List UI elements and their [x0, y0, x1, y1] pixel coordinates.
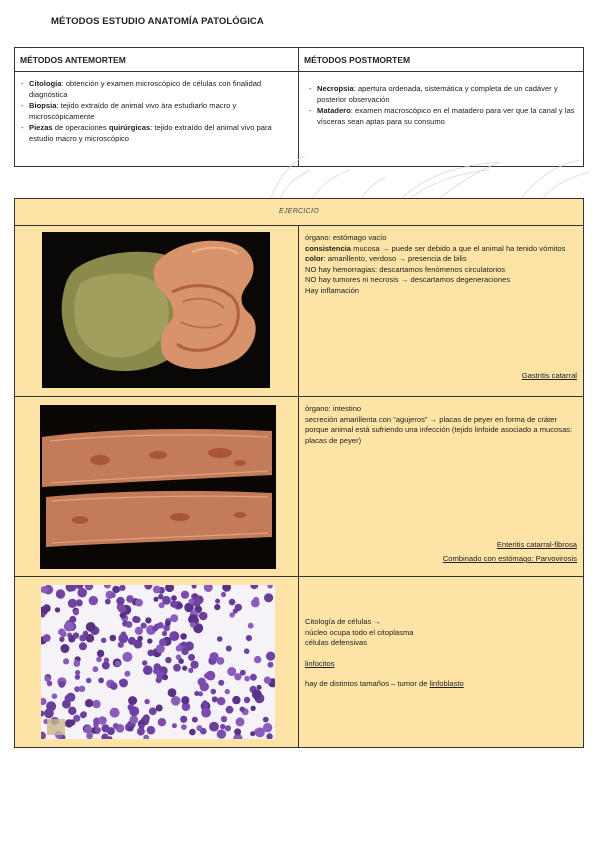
stained-cell	[162, 674, 168, 680]
stained-cell	[201, 708, 211, 718]
description-line	[305, 244, 577, 255]
stained-cell	[115, 661, 120, 666]
stained-cell	[73, 609, 79, 615]
stained-cell	[77, 588, 87, 598]
stained-cell	[171, 696, 181, 706]
stained-cell	[177, 603, 183, 609]
description-line	[305, 659, 577, 670]
decorative-leaf-sketch	[250, 140, 600, 205]
stained-cell	[221, 716, 227, 722]
stained-cell	[128, 696, 137, 705]
stained-cell	[234, 673, 241, 680]
stained-cell	[180, 716, 187, 723]
definition-text: : examen macroscópico en el matadero para ver que la canal y las vísceras sean aptas para su consumo	[317, 106, 575, 126]
postmortem-heading: MÉTODOS POSTMORTEM	[299, 48, 583, 72]
stained-cell	[119, 679, 128, 688]
stained-cell	[60, 644, 69, 653]
stained-cell	[181, 696, 189, 704]
stained-cell	[93, 666, 99, 672]
description-cell	[299, 397, 583, 576]
stained-cell	[159, 602, 165, 608]
stained-cell	[244, 697, 250, 703]
stained-cell	[85, 699, 93, 707]
stained-cell	[112, 586, 119, 593]
definition-text: : apertura ordenada, sistemática y completa de un cadáver y posterior observación	[317, 84, 558, 104]
stained-cell	[68, 599, 77, 608]
description-line	[305, 679, 577, 690]
stained-cell	[255, 727, 265, 737]
stained-cell	[143, 665, 153, 675]
stained-cell	[52, 693, 58, 699]
stained-cell	[268, 662, 274, 668]
stained-cell	[93, 722, 98, 727]
term-biopsia: Biopsia	[29, 101, 57, 110]
stained-cell	[264, 593, 273, 602]
stained-cell	[158, 718, 166, 726]
stained-cell	[89, 596, 98, 605]
case-row-intestine	[15, 397, 583, 577]
stained-cell	[252, 690, 262, 700]
list-item	[29, 79, 292, 100]
stained-cell	[264, 676, 271, 683]
bold-term: color	[305, 254, 324, 263]
stained-cell	[165, 657, 171, 663]
stained-cell	[170, 601, 177, 608]
stained-cell	[76, 599, 83, 606]
stained-cell	[92, 700, 100, 708]
stained-cell	[188, 668, 193, 673]
stained-cell	[199, 612, 208, 621]
stained-cell	[75, 674, 80, 679]
description-line: Citología de células →	[305, 617, 381, 626]
stained-cell	[43, 634, 51, 642]
definition-text: : tejido extraído de animal vivo àra estudiarlo macro y microscópicamente	[29, 101, 237, 121]
stained-cell	[221, 592, 226, 597]
term-matadero: Matadero	[317, 106, 351, 115]
description-line	[305, 254, 577, 265]
antemortem-list	[15, 72, 298, 144]
stained-cell	[43, 604, 51, 612]
stained-cell	[110, 682, 118, 690]
stained-cell	[96, 657, 102, 663]
stained-cell	[79, 686, 85, 692]
description-line: órgano: estómago vacío	[305, 233, 387, 242]
stained-cell	[250, 706, 255, 711]
stained-cell	[178, 658, 184, 664]
stained-cell	[240, 707, 245, 712]
stained-cell	[198, 678, 206, 686]
stained-cell	[134, 616, 141, 623]
stained-cell	[170, 614, 178, 622]
stained-cell	[84, 725, 92, 733]
stained-cell	[95, 727, 101, 733]
stained-cell	[232, 696, 240, 704]
cell-type-label: linfocitos	[305, 658, 335, 668]
tumor-type-label: linfoblasto	[429, 679, 464, 688]
stained-cell	[181, 724, 187, 730]
cytology-photo	[41, 585, 275, 739]
diagnosis-label: Gastritis catarral	[521, 371, 577, 380]
stained-cell	[147, 638, 152, 643]
stained-cell	[212, 696, 218, 702]
stained-cell	[55, 607, 60, 612]
stained-cell	[257, 685, 262, 690]
stained-cell	[135, 627, 143, 635]
stained-cell	[263, 717, 269, 723]
stained-cell	[110, 708, 120, 718]
stained-cell	[118, 642, 124, 648]
stained-cell	[251, 599, 260, 608]
stained-cell	[101, 724, 109, 732]
description-line: NO hay hemorragias: descartamos fenómenos circulatorios	[305, 264, 506, 274]
image-cell	[15, 577, 299, 747]
case-row-cytology	[15, 577, 583, 747]
stained-cell	[153, 586, 161, 594]
stained-cell	[73, 660, 80, 667]
term-piezas: Piezas	[29, 123, 53, 132]
stained-cell	[156, 705, 163, 712]
connector-text: de operaciones	[52, 123, 109, 132]
stained-cell	[60, 631, 66, 637]
stained-cell	[144, 699, 149, 704]
line-text: : amarillento, verdoso → presencia de bilis	[323, 254, 467, 263]
stained-cell	[79, 642, 87, 650]
description-line: órgano: intestino	[305, 404, 362, 413]
description-line: NO hay tumores ni necrosis → descartamos degeneraciones	[305, 275, 511, 284]
term-necropsia: Necropsia	[317, 84, 354, 93]
stained-cell	[124, 671, 130, 677]
stained-cell	[162, 631, 167, 636]
stained-cell	[58, 681, 65, 688]
stained-cell	[217, 729, 226, 738]
stained-cell	[173, 664, 181, 672]
stomach-photo	[42, 232, 270, 388]
stained-cell	[250, 731, 255, 736]
stained-cell	[158, 594, 164, 600]
stained-cell	[194, 691, 199, 696]
stained-cell	[226, 706, 234, 714]
antemortem-heading: MÉTODOS ANTEMORTEM	[15, 48, 298, 72]
stained-cell	[101, 638, 106, 643]
stained-cell	[189, 729, 196, 736]
description-line: células defensivas	[305, 638, 368, 647]
stained-cell	[254, 656, 261, 663]
stained-cell	[159, 639, 167, 647]
stained-cell	[180, 633, 187, 640]
stained-cell	[246, 635, 252, 641]
stained-cell	[56, 589, 65, 598]
stained-cell	[236, 717, 245, 726]
stained-cell	[110, 635, 117, 642]
stained-cell	[190, 622, 196, 628]
bold-term: consistencia	[305, 243, 352, 253]
stained-cell	[225, 689, 230, 694]
stained-cell	[118, 604, 126, 612]
description-line: secreción amarillenta con “agujeros” → placas de peyer en forma de cráter porque animal está sufriendo una infección (tejido linfoide asociado a mucosas: placas de peyer)	[305, 414, 573, 445]
tumor-text: hay de distintos tamaños – tumor de	[305, 679, 430, 688]
stained-cell	[98, 678, 104, 684]
stained-cell	[196, 725, 202, 731]
term-citologia: Citología	[29, 79, 62, 88]
stained-cell	[128, 726, 133, 731]
stained-cell	[225, 725, 231, 731]
stained-cell	[105, 599, 111, 605]
stained-cell	[41, 586, 48, 593]
list-item	[29, 101, 292, 122]
stained-cell	[202, 703, 208, 709]
stained-cell	[157, 622, 163, 628]
stained-cell	[227, 667, 236, 676]
stained-cell	[44, 708, 54, 718]
stained-cell	[86, 622, 96, 632]
stained-cell	[128, 637, 136, 645]
stained-cell	[142, 660, 147, 665]
stained-cell	[141, 623, 146, 628]
stained-cell	[214, 604, 220, 610]
stained-cell	[63, 658, 69, 664]
stained-cell	[204, 673, 209, 678]
image-cell	[15, 226, 299, 396]
stained-cell	[149, 707, 157, 715]
stained-cell	[126, 595, 134, 603]
stained-cell	[129, 706, 139, 716]
stained-cell	[165, 621, 171, 627]
definition-text: : obtención y examen microscópico de células con finalidad diagnóstica	[29, 79, 262, 99]
case-row-stomach	[15, 226, 583, 397]
stained-cell	[229, 599, 236, 606]
line-text: mucosa → puede ser debido a que el animal ha tenido vómitos	[351, 243, 566, 253]
stained-cell	[266, 652, 275, 661]
stained-cell	[192, 717, 198, 723]
stained-cell	[244, 648, 250, 654]
stained-cell	[64, 622, 74, 632]
stained-cell	[147, 650, 154, 657]
exercise-title: EJERCICIO	[15, 199, 583, 226]
stained-cell	[235, 604, 242, 611]
diagnosis-label: Enteritis catarral-fibrosa	[496, 540, 577, 549]
stained-cell	[211, 689, 217, 695]
stained-cell	[154, 597, 159, 602]
list-item	[317, 106, 577, 127]
stained-cell	[68, 707, 76, 715]
image-cell	[15, 397, 299, 576]
stained-cell	[137, 636, 143, 642]
stained-cell	[62, 700, 71, 709]
description-line: núcleo ocupa todo el citoplasma	[305, 627, 414, 637]
stained-cell	[185, 641, 194, 650]
stained-cell	[126, 621, 133, 628]
exercise-table	[14, 198, 584, 748]
stained-cell	[169, 631, 179, 641]
stained-cell	[75, 670, 80, 675]
postmortem-list	[299, 72, 583, 127]
stained-cell	[113, 723, 119, 729]
stained-cell	[122, 652, 132, 662]
stained-cell	[80, 712, 86, 718]
stained-cell	[217, 657, 225, 665]
stained-cell	[137, 728, 145, 736]
stained-cell	[209, 722, 219, 732]
stained-cell	[171, 595, 177, 601]
stained-cell	[182, 666, 187, 671]
stained-cell	[250, 674, 257, 681]
diagnosis-combined-label: Combinado con estómago: Parvovirosis	[442, 554, 577, 563]
stained-cell	[220, 724, 225, 729]
stained-cell	[135, 599, 143, 607]
page-title: MÉTODOS ESTUDIO ANATOMÍA PATOLÓGICA	[51, 16, 264, 27]
stained-cell	[226, 646, 232, 652]
stained-cell	[181, 591, 189, 599]
stained-cell	[190, 661, 198, 669]
description-cell	[299, 577, 583, 747]
stained-cell	[59, 637, 64, 642]
definition-text: : tejido extraído del animal vivo para estudio macro y microscópico	[29, 123, 272, 143]
stained-cell	[86, 678, 92, 684]
stained-cell	[234, 728, 241, 735]
stained-cell	[118, 634, 128, 644]
stained-cell	[152, 626, 158, 632]
description-cell	[299, 226, 583, 396]
stained-cell	[248, 623, 254, 629]
stained-cell	[86, 732, 93, 739]
stained-cell	[98, 716, 107, 725]
stained-cell	[97, 650, 104, 657]
stained-cell	[229, 612, 234, 617]
stained-cell	[217, 697, 225, 705]
stained-cell	[83, 631, 88, 636]
list-item	[317, 84, 577, 105]
stained-cell	[172, 723, 177, 728]
stained-cell	[218, 680, 224, 686]
stained-cell	[168, 688, 177, 697]
description-line: Hay inflamación	[305, 285, 360, 295]
intestine-photo	[40, 405, 276, 569]
term-quirurgicas: quirúrgicas	[108, 123, 151, 132]
stained-cell	[188, 654, 195, 661]
stained-cell	[73, 715, 80, 722]
stained-cell	[102, 662, 110, 670]
stained-cell	[111, 593, 116, 598]
stained-cell	[188, 599, 194, 605]
stained-cell	[130, 715, 139, 724]
stained-cell	[147, 726, 156, 735]
stained-cell	[215, 599, 220, 604]
stained-cell	[244, 676, 250, 682]
stained-cell	[73, 632, 79, 638]
stained-cell	[47, 681, 53, 687]
stained-cell	[145, 617, 151, 623]
stained-cell	[217, 636, 223, 642]
